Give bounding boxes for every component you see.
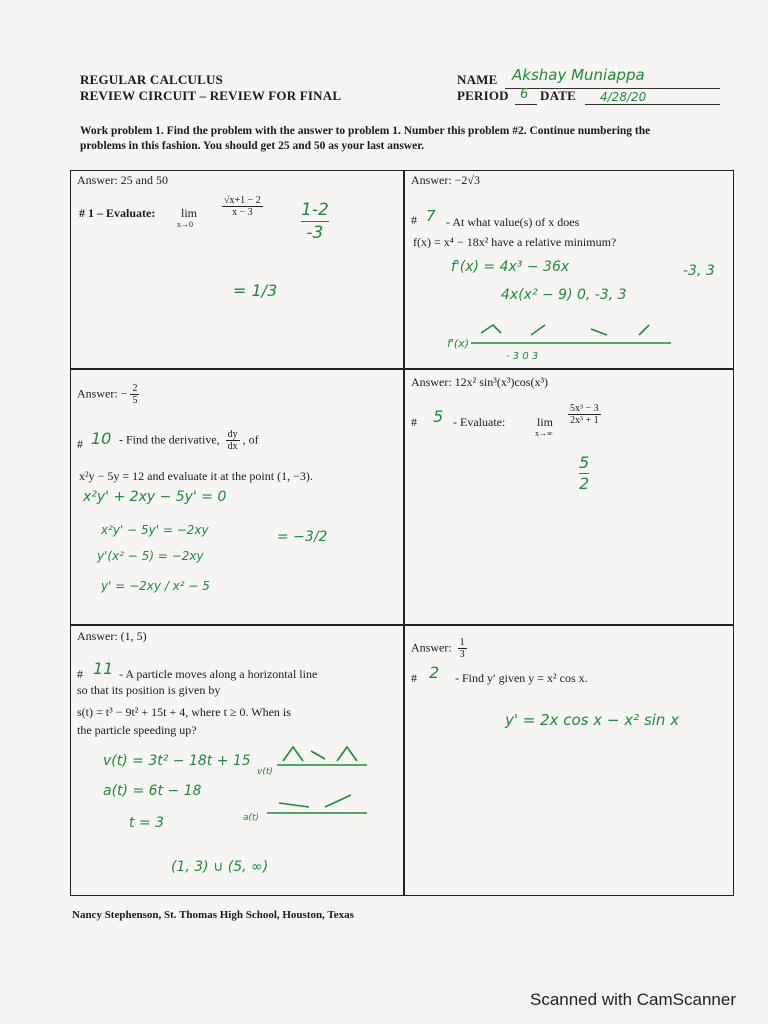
period-label: PERIOD (457, 88, 509, 103)
limit-symbol: lim (537, 415, 554, 429)
limit-fraction (219, 195, 266, 218)
work-velocity: v(t) = 3t² − 18t + 15 (103, 753, 251, 769)
work-answer: = −3/2 (277, 529, 328, 545)
limit-fraction (565, 403, 604, 426)
handwritten-answer: = 1/3 (233, 281, 278, 300)
limit-subscript: x→0 (177, 220, 193, 229)
sign-chart (471, 321, 671, 351)
problem-number: 10 (91, 429, 112, 448)
problem-text-line2: x²y − 5y = 12 and evaluate it at the point (1, −3). (79, 469, 313, 483)
answer-text: Answer: (1, 5) (77, 629, 147, 643)
velocity-sign-chart (277, 741, 367, 771)
problem-grid (70, 170, 734, 896)
footer-credit: Nancy Stephenson, St. Thomas High School, Houston, Texas (72, 909, 354, 921)
answer-label: Answer: (77, 386, 118, 401)
dx: dx (227, 441, 238, 452)
limit-symbol: lim (181, 206, 198, 220)
fraction-denominator: 2x³ + 1 (570, 415, 599, 426)
work-line4: y' = −2xy / x² − 5 (101, 579, 210, 593)
course-title: REGULAR CALCULUS (80, 72, 223, 87)
problem-text-line2: so that its position is given by (77, 683, 221, 697)
grid-divider-row1 (71, 368, 733, 370)
work-numerator: 1-2 (301, 200, 329, 220)
answer-sign: − (120, 386, 128, 401)
answer-numerator: 2 (132, 383, 138, 394)
period-value: 6 (520, 87, 529, 102)
instructions: Work problem 1. Find the problem with the answer to problem 1. Number this problem #2. Continue numbering the problems in this fashion. You should get 25 and 50 as your last answer. (80, 125, 651, 152)
sign-chart-a-label: a(t) (243, 813, 260, 823)
problem-text-line3: s(t) = t³ − 9t² + 15t + 4, where t ≥ 0. When is (77, 705, 291, 719)
problem-text-line4: the particle speeding up? (77, 723, 197, 737)
final-answer: (1, 3) ∪ (5, ∞) (171, 859, 269, 875)
problem-text-line1 (119, 429, 259, 452)
problem-label: # 1 – Evaluate: (79, 206, 156, 220)
work-numerator: 5 (579, 453, 590, 472)
worksheet-subtitle: REVIEW CIRCUIT – REVIEW FOR FINAL (80, 88, 342, 103)
problem-number-prefix: # (77, 667, 83, 681)
period-line (515, 104, 537, 105)
problem-number: 2 (429, 663, 440, 682)
dy: dy (227, 429, 238, 440)
fraction-numerator: √x+1 − 2 (224, 195, 261, 206)
problem-text-tail: , of (242, 432, 259, 447)
answer-text: Answer: −2√3 (411, 173, 481, 187)
problem-number-prefix: # (411, 415, 417, 429)
sign-chart-label: f'(x) (447, 337, 469, 350)
answer-denominator: 3 (459, 649, 465, 660)
student-name: Akshay Muniappa (512, 66, 645, 84)
answer-label: Answer: (411, 640, 452, 655)
date-label: DATE (540, 88, 576, 103)
problem-text: - Find the derivative, (119, 432, 220, 447)
problem-number: 7 (426, 207, 436, 225)
problem-number-prefix: # (411, 671, 417, 685)
answer-text (411, 637, 470, 660)
name-line (505, 88, 720, 89)
fraction-denominator: x − 3 (232, 207, 253, 218)
work-line1: x²y' + 2xy − 5y' = 0 (83, 489, 227, 505)
name-label: NAME (457, 72, 498, 87)
date-value: 4/28/20 (600, 90, 647, 104)
work-denominator: 2 (579, 474, 590, 493)
work-denominator: -3 (301, 221, 329, 244)
answer-denominator: 5 (132, 395, 138, 406)
problem-number: 11 (93, 659, 114, 678)
fraction-numerator: 5x³ − 3 (570, 403, 599, 414)
problem-text: - Find y′ given y = x² cos x. (455, 671, 588, 685)
date-line (585, 104, 720, 105)
answer-text (77, 383, 142, 406)
work-line3: y'(x² − 5) = −2xy (97, 549, 204, 563)
work-acceleration: a(t) = 6t − 18 (103, 783, 202, 799)
answer-text: Answer: 25 and 50 (77, 173, 168, 187)
camscanner-watermark: Scanned with CamScanner (529, 990, 736, 1009)
work-factored: 4x(x² − 9) 0, -3, 3 (501, 287, 627, 303)
sign-chart-points: - 3 0 3 (506, 351, 539, 362)
work-critical: t = 3 (129, 815, 165, 831)
work-derivative: f'(x) = 4x³ − 36x (451, 259, 570, 275)
answer-numerator: 1 (459, 637, 465, 648)
work-line2: x²y' − 5y' = −2xy (101, 523, 209, 537)
sign-chart-v-label: v(t) (257, 767, 273, 777)
acceleration-sign-chart (267, 789, 367, 819)
answer-text: Answer: 12x² sin³(x³)cos(x³) (411, 375, 549, 389)
problem-number-prefix: # (411, 213, 417, 227)
problem-text-line1: - A particle moves along a horizontal line (119, 667, 318, 681)
problem-text-line2: f(x) = x⁴ − 18x² have a relative minimum? (413, 235, 617, 249)
problem-text-line1: - At what value(s) of x does (446, 215, 580, 229)
handwritten-work (301, 199, 329, 244)
handwritten-answer (579, 453, 589, 494)
problem-number-prefix: # (77, 437, 83, 451)
handwritten-answer: y' = 2x cos x − x² sin x (505, 711, 680, 729)
work-answer: -3, 3 (683, 263, 715, 279)
grid-divider-vertical (403, 171, 405, 895)
grid-divider-row2 (71, 624, 733, 626)
limit-subscript: x→∞ (535, 429, 553, 438)
problem-label: - Evaluate: (453, 415, 506, 429)
problem-number: 5 (433, 407, 444, 426)
